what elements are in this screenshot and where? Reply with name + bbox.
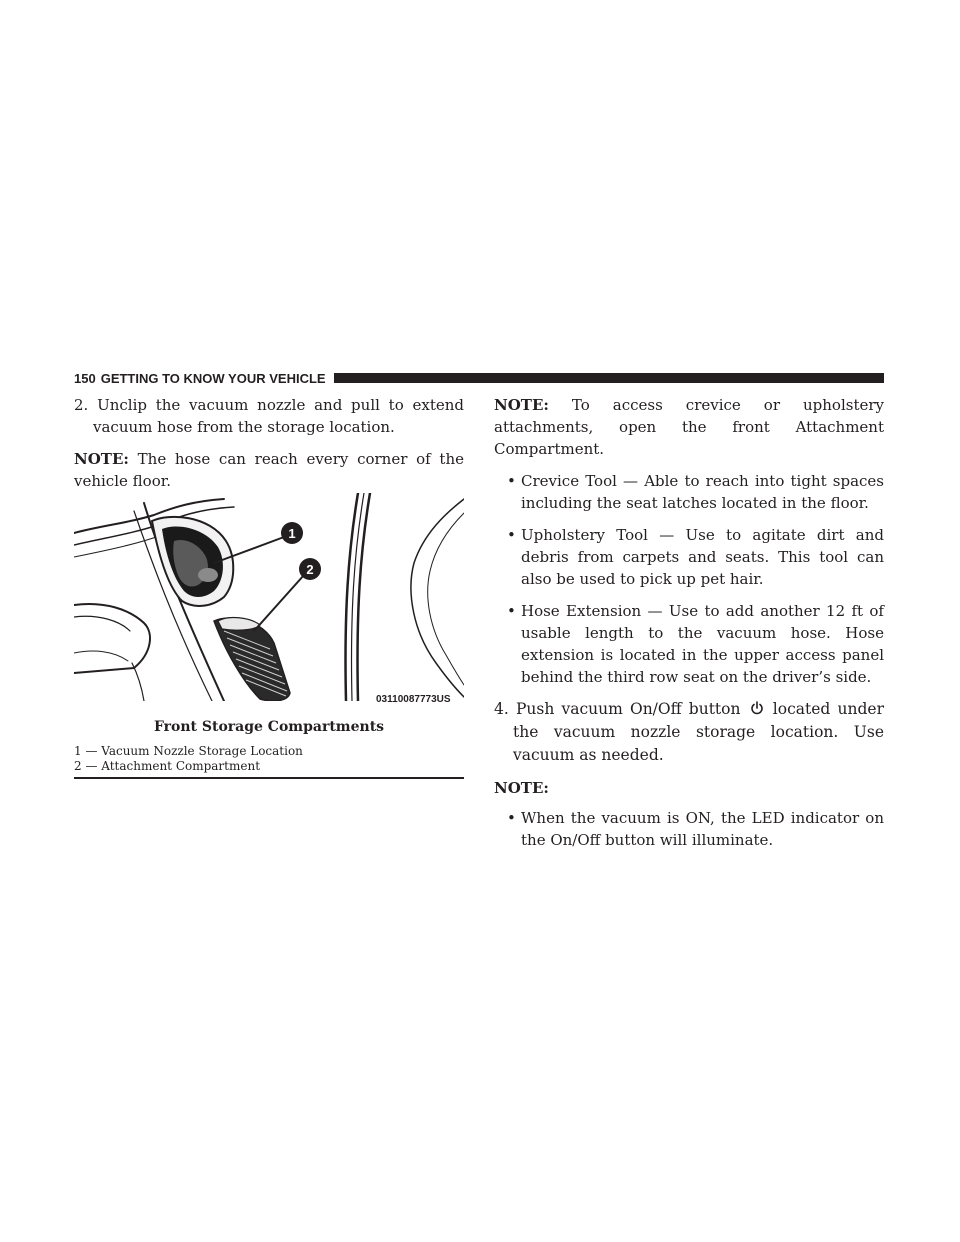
- section-title: GETTING TO KNOW YOUR VEHICLE: [100, 370, 326, 386]
- bullet-crevice-tool: [494, 470, 884, 514]
- bullet-led-indicator: [494, 807, 884, 851]
- bullet-text: When the vacuum is ON, the LED indicator on the On/Off button will illuminate.: [521, 809, 884, 849]
- bullet-dot: •: [507, 526, 516, 544]
- note-attachments: [494, 394, 884, 460]
- note-label: NOTE:: [74, 450, 129, 468]
- figure-code: 03110087773US: [376, 694, 451, 705]
- legend-item-2: 2 — Attachment Compartment: [74, 759, 261, 773]
- bullet-text: Crevice Tool — Able to reach into tight spaces including the seat latches located in the floor.: [521, 472, 884, 512]
- callout-2-label: 2: [306, 562, 314, 577]
- note-text: The hose can reach every corner of the vehicle floor.: [74, 450, 464, 490]
- header-rule: [334, 373, 884, 383]
- page-header: [74, 370, 884, 386]
- step-4: [494, 698, 884, 767]
- step-2: 2. Unclip the vacuum nozzle and pull to extend vacuum hose from the storage location.: [74, 396, 464, 436]
- note-label: NOTE:: [494, 396, 549, 414]
- page-number: 150: [74, 370, 96, 386]
- right-column: [494, 394, 884, 861]
- legend-rule: [74, 777, 464, 779]
- step-4-start: 4. Push vacuum On/Off button: [494, 700, 748, 718]
- front-storage-illustration: [74, 493, 464, 701]
- legend-item-1: 1 — Vacuum Nozzle Storage Location: [74, 744, 303, 758]
- callout-1-label: 1: [288, 526, 296, 541]
- bullet-hose-extension: [494, 600, 884, 688]
- bullet-dot: •: [507, 472, 516, 490]
- bullet-dot: •: [507, 809, 516, 827]
- figure-caption: Front Storage Compartments: [153, 719, 385, 735]
- power-icon: [750, 701, 764, 715]
- bullet-dot: •: [507, 602, 516, 620]
- bullet-upholstery-tool: [494, 524, 884, 590]
- illustration-drawing: [74, 493, 464, 701]
- bullet-text: Upholstery Tool — Use to agitate dirt and debris from carpets and seats. This tool can also be used to pick up pet hair.: [521, 526, 884, 588]
- note-2-label: NOTE:: [494, 779, 549, 797]
- note-text: To access crevice or upholstery attachments, open the front Attachment Compartment.: [494, 396, 884, 458]
- note-hose: [74, 448, 464, 492]
- step-4-end: located under the vacuum nozzle storage location. Use vacuum as needed.: [513, 700, 884, 764]
- bullet-text: Hose Extension — Use to add another 12 ft of usable length to the vacuum hose. Hose extension is located in the upper access panel behind the third row seat on the driver’s side.: [521, 602, 884, 686]
